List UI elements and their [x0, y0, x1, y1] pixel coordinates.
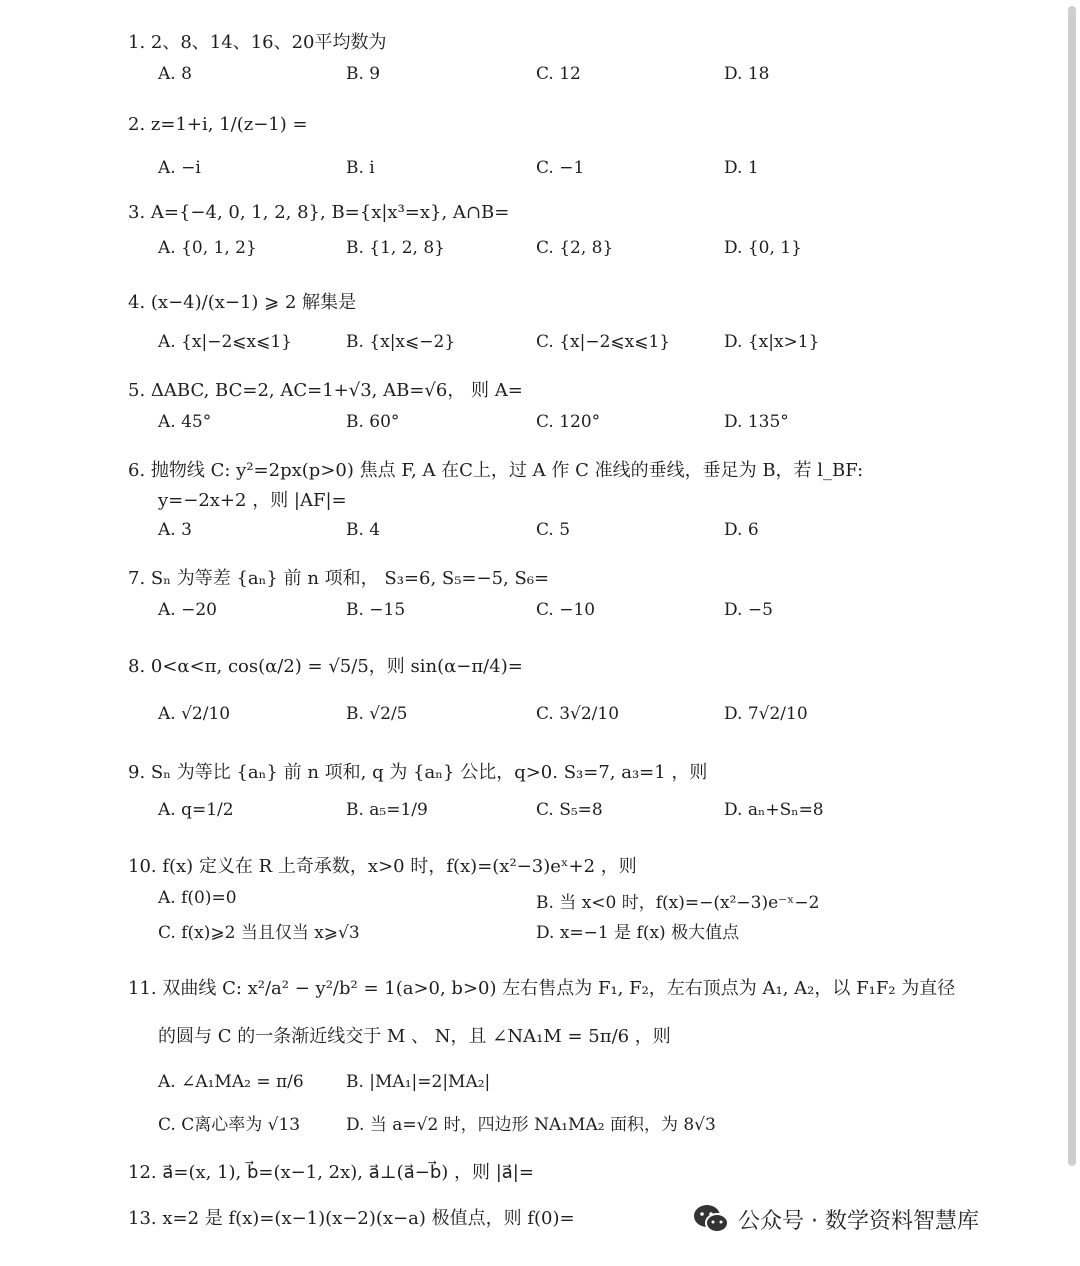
q4-option-d: D. {x|x>1}	[724, 332, 820, 352]
question-10: 10. f(x) 定义在 R 上奇承数，x>0 时，f(x)=(x²−3)eˣ+2 ，则	[128, 856, 637, 877]
q3-option-a: A. {0, 1, 2}	[158, 238, 257, 258]
question-5: 5. ΔABC, BC=2, AC=1+√3, AB=√6， 则 A=	[128, 380, 523, 401]
question-2: 2. z=1+i, 1/(z−1) =	[128, 114, 308, 135]
scrollbar[interactable]	[1068, 6, 1076, 1166]
q11-option-a: A. ∠A₁MA₂ = π/6	[158, 1072, 304, 1092]
q6-option-a: A. 3	[158, 520, 192, 540]
q9-option-b: B. a₅=1/9	[346, 800, 428, 820]
q1-option-d: D. 18	[724, 64, 770, 84]
question-11-line-1: 11. 双曲线 C: x²/a² − y²/b² = 1(a>0, b>0) 左右售点为 F₁, F₂，左右顶点为 A₁, A₂，以 F₁F₂ 为直径	[128, 978, 956, 999]
q6-option-c: C. 5	[536, 520, 571, 540]
q1-option-a: A. 8	[158, 64, 192, 84]
question-9: 9. Sₙ 为等比 {aₙ} 前 n 项和, q 为 {aₙ} 公比，q>0. S₃=7, a₃=1 ，则	[128, 762, 708, 783]
q11-option-d: D. 当 a=√2 时，四边形 NA₁MA₂ 面积，为 8√3	[346, 1115, 716, 1135]
q10-option-b: B. 当 x<0 时，f(x)=−(x²−3)e⁻ˣ−2	[536, 893, 820, 913]
question-7: 7. Sₙ 为等差 {aₙ} 前 n 项和， S₃=6, S₅=−5, S₆=	[128, 568, 550, 589]
q4-option-b: B. {x|x⩽−2}	[346, 332, 456, 352]
q9-option-a: A. q=1/2	[158, 800, 234, 820]
q10-option-c: C. f(x)⩾2 当且仅当 x⩾√3	[158, 923, 360, 943]
watermark-text: 公众号 · 数学资料智慧库	[738, 1208, 979, 1234]
q8-option-b: B. √2/5	[346, 704, 408, 724]
question-6-line-2: y=−2x+2 ，则 |AF|=	[158, 490, 347, 511]
q7-option-a: A. −20	[158, 600, 217, 620]
q2-option-a: A. −i	[158, 158, 201, 178]
q2-option-d: D. 1	[724, 158, 759, 178]
q6-option-b: B. 4	[346, 520, 381, 540]
watermark	[692, 1196, 1062, 1242]
question-8: 8. 0<α<π, cos(α/2) = √5/5，则 sin(α−π/4)=	[128, 656, 523, 677]
q7-option-d: D. −5	[724, 600, 773, 620]
q1-option-b: B. 9	[346, 64, 381, 84]
q3-option-c: C. {2, 8}	[536, 238, 614, 258]
q7-option-c: C. −10	[536, 600, 596, 620]
q5-option-a: A. 45°	[158, 412, 212, 432]
question-12: 12. a⃗=(x, 1), b⃗=(x−1, 2x), a⃗⊥(a⃗−b⃗) ，则 |a⃗|=	[128, 1162, 534, 1183]
question-1: 1. 2、8、14、16、20平均数为	[128, 32, 387, 53]
q3-option-b: B. {1, 2, 8}	[346, 238, 445, 258]
q11-option-c: C. C离心率为 √13	[158, 1115, 301, 1135]
q2-option-b: B. i	[346, 158, 375, 178]
question-3: 3. A={−4, 0, 1, 2, 8}, B={x|x³=x}, A∩B=	[128, 202, 510, 223]
q7-option-b: B. −15	[346, 600, 406, 620]
q4-option-c: C. {x|−2⩽x⩽1}	[536, 332, 671, 352]
q9-option-c: C. S₅=8	[536, 800, 603, 820]
q3-option-d: D. {0, 1}	[724, 238, 802, 258]
q11-option-b: B. |MA₁|=2|MA₂|	[346, 1072, 491, 1092]
question-6-line-1: 6. 抛物线 C: y²=2px(p>0) 焦点 F, A 在C上，过 A 作 C 准线的垂线，垂足为 B，若 l_BF:	[128, 460, 864, 481]
question-4: 4. (x−4)/(x−1) ⩾ 2 解集是	[128, 292, 357, 313]
q4-option-a: A. {x|−2⩽x⩽1}	[158, 332, 292, 352]
q10-option-a: A. f(0)=0	[158, 888, 237, 908]
question-11-line-2: 的圆与 C 的一条渐近线交于 M 、 N，且 ∠NA₁M = 5π/6 ，则	[158, 1026, 671, 1047]
q8-option-a: A. √2/10	[158, 704, 231, 724]
q6-option-d: D. 6	[724, 520, 759, 540]
q8-option-d: D. 7√2/10	[724, 704, 808, 724]
q5-option-d: D. 135°	[724, 412, 789, 432]
q10-option-d: D. x=−1 是 f(x) 极大值点	[536, 923, 740, 943]
q9-option-d: D. aₙ+Sₙ=8	[724, 800, 824, 820]
q5-option-c: C. 120°	[536, 412, 601, 432]
q1-option-c: C. 12	[536, 64, 581, 84]
wechat-icon	[692, 1202, 730, 1236]
q5-option-b: B. 60°	[346, 412, 400, 432]
question-13: 13. x=2 是 f(x)=(x−1)(x−2)(x−a) 极值点，则 f(0)=	[128, 1208, 575, 1229]
q8-option-c: C. 3√2/10	[536, 704, 620, 724]
q2-option-c: C. −1	[536, 158, 585, 178]
